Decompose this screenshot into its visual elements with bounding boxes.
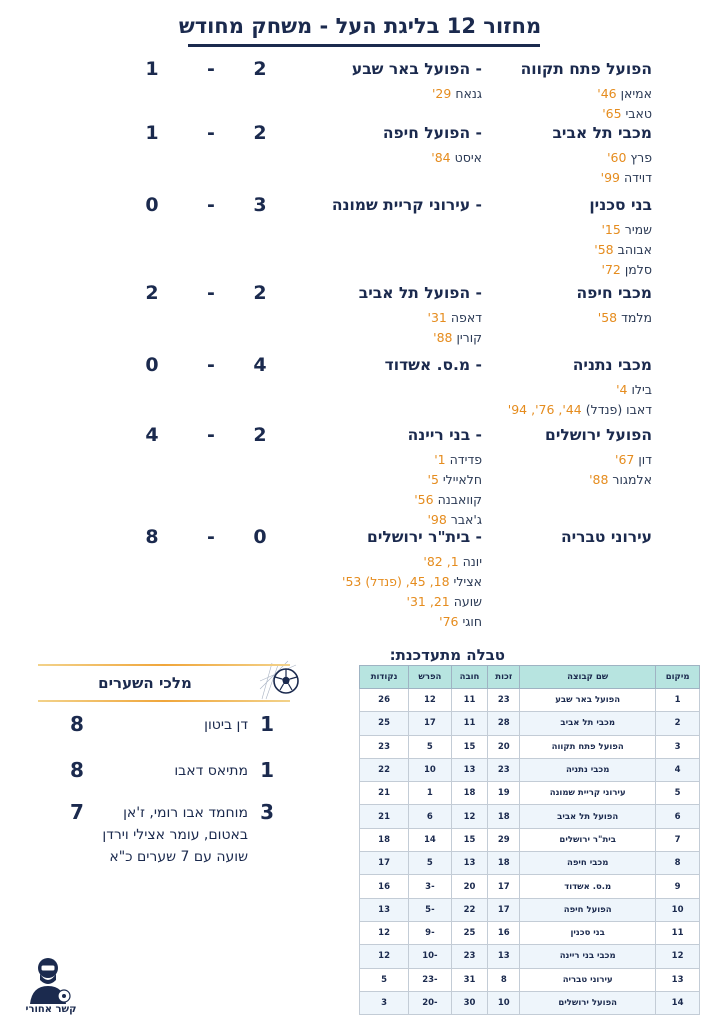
table-cell: 5 xyxy=(360,968,409,991)
score-separator: - xyxy=(207,424,215,446)
home-team: בני סכנין xyxy=(589,196,652,214)
table-cell: בני סכנין xyxy=(520,921,656,944)
score-separator: - xyxy=(207,122,215,144)
top-scorers-title: מלכי השערים xyxy=(98,674,192,692)
table-row xyxy=(360,828,700,851)
home-scorers xyxy=(597,84,652,124)
home-score: 2 xyxy=(253,122,267,144)
scorer-name: דאבו (פנדל) xyxy=(585,402,652,417)
goal-minutes: 88' xyxy=(589,472,609,487)
scorer xyxy=(428,328,482,348)
table-cell: -23 xyxy=(409,968,451,991)
logo-text: קשר אחורי xyxy=(25,1004,77,1015)
table-cell: 14 xyxy=(409,828,451,851)
home-scorers xyxy=(594,220,652,280)
away-team: - בני ריינה xyxy=(407,426,482,444)
table-cell: 12 xyxy=(656,945,700,968)
table-cell: 11 xyxy=(451,712,488,735)
away-score: 1 xyxy=(145,122,159,144)
scorer xyxy=(597,104,652,124)
scorer-name: אבוהב xyxy=(617,242,652,257)
scorer-name: פדידה xyxy=(449,452,482,467)
table-cell: -20 xyxy=(409,991,451,1014)
table-cell: 22 xyxy=(451,898,488,921)
top-scorer-goals: 8 xyxy=(70,758,84,782)
table-cell: 5 xyxy=(409,735,451,758)
table-header-cell: מיקום xyxy=(656,666,700,689)
home-score: 2 xyxy=(253,282,267,304)
scorer-name: איסט xyxy=(454,150,482,165)
away-team-name: הפועל חיפה xyxy=(382,124,471,142)
table-cell: 5 xyxy=(409,852,451,875)
table-cell: 22 xyxy=(360,758,409,781)
scorer xyxy=(414,450,482,470)
table-header-cell: הפרש xyxy=(409,666,451,689)
divider xyxy=(38,664,290,666)
table-cell: 17 xyxy=(360,852,409,875)
top-scorer-rank: 1 xyxy=(260,758,274,782)
table-cell: 1 xyxy=(656,689,700,712)
table-header-cell: נקודות xyxy=(360,666,409,689)
table-cell: 6 xyxy=(409,805,451,828)
table-row xyxy=(360,875,700,898)
table-cell: 13 xyxy=(451,758,488,781)
table-row xyxy=(360,991,700,1014)
scorer-name: דון xyxy=(638,452,652,467)
goal-minutes: 5' xyxy=(427,472,439,487)
top-scorer-name: מוחמד אבו רומי, ז'אן באטום, עומר אצילי וירדן שועה עם 7 שערים כ"א xyxy=(102,805,248,865)
table-cell: -10 xyxy=(409,945,451,968)
scorer xyxy=(594,260,652,280)
table-cell: 14 xyxy=(656,991,700,1014)
table-cell: 28 xyxy=(488,712,520,735)
goal-minutes: 4' xyxy=(616,382,628,397)
scorer xyxy=(598,308,652,328)
scorer xyxy=(508,380,652,400)
table-cell: 25 xyxy=(360,712,409,735)
table-row xyxy=(360,898,700,921)
scorer xyxy=(594,220,652,240)
away-score: 0 xyxy=(145,354,159,376)
home-scorers xyxy=(508,380,652,420)
scorer xyxy=(508,400,652,420)
goal-minutes: 46' xyxy=(597,86,617,101)
table-cell: 17 xyxy=(409,712,451,735)
table-cell: הפועל באר שבע xyxy=(520,689,656,712)
away-score: 0 xyxy=(145,194,159,216)
goal-minutes: 44', 76', 94' xyxy=(507,402,582,417)
table-cell: 11 xyxy=(451,689,488,712)
table-cell: 7 xyxy=(656,828,700,851)
table-cell: 20 xyxy=(488,735,520,758)
scorer xyxy=(431,148,482,168)
scorer-name: דאפה xyxy=(450,310,482,325)
scorer xyxy=(342,592,482,612)
table-cell: 10 xyxy=(656,898,700,921)
scorer-name: גנאח xyxy=(455,86,482,101)
league-table xyxy=(359,665,700,1015)
top-scorer-name: מתיאס דאבו xyxy=(174,763,248,779)
scorer xyxy=(342,612,482,632)
away-team-name: הפועל תל אביב xyxy=(358,284,471,302)
table-cell: 13 xyxy=(451,852,488,875)
scorer xyxy=(594,240,652,260)
table-title: טבלה מתעדכנת: xyxy=(389,646,505,664)
table-cell: 13 xyxy=(656,968,700,991)
table-cell: עירוני טבריה xyxy=(520,968,656,991)
home-score: 2 xyxy=(253,424,267,446)
table-cell: 8 xyxy=(656,852,700,875)
table-cell: 16 xyxy=(488,921,520,944)
table-cell: -3 xyxy=(409,875,451,898)
away-team-name: מ.ס. אשדוד xyxy=(384,356,471,374)
home-team: הפועל פתח תקווה xyxy=(520,60,652,78)
scorer-name: בילו xyxy=(631,382,652,397)
goal-minutes: 58' xyxy=(594,242,614,257)
table-cell: 10 xyxy=(409,758,451,781)
scorer-name: חלאיילי xyxy=(442,472,482,487)
table-cell: 18 xyxy=(360,828,409,851)
table-cell: 29 xyxy=(488,828,520,851)
goal-minutes: 65' xyxy=(602,106,622,121)
table-cell: 5 xyxy=(656,782,700,805)
table-cell: 9 xyxy=(656,875,700,898)
home-score: 4 xyxy=(253,354,267,376)
scorer-name: דוידה xyxy=(623,170,652,185)
table-header-cell: חובה xyxy=(451,666,488,689)
table-cell: 18 xyxy=(451,782,488,805)
table-cell: 6 xyxy=(656,805,700,828)
table-cell: 23 xyxy=(488,758,520,781)
home-scorers xyxy=(598,308,652,328)
top-scorer-goals: 8 xyxy=(70,712,84,736)
top-scorer-name: דן ביטון xyxy=(204,717,248,733)
table-cell: 3 xyxy=(360,991,409,1014)
table-cell: 18 xyxy=(488,805,520,828)
away-team-name: בני ריינה xyxy=(407,426,471,444)
away-scorers xyxy=(428,308,482,348)
goal-minutes: 88' xyxy=(433,330,453,345)
table-cell: הפועל תל אביב xyxy=(520,805,656,828)
table-cell: -5 xyxy=(409,898,451,921)
goal-minutes: 21, 31' xyxy=(406,594,450,609)
table-cell: מכבי בני ריינה xyxy=(520,945,656,968)
table-cell: 17 xyxy=(488,875,520,898)
top-scorer-rank: 3 xyxy=(260,800,274,824)
away-team: - הפועל באר שבע xyxy=(351,60,482,78)
goal-minutes: 15' xyxy=(601,222,621,237)
away-scorers xyxy=(432,84,482,104)
score-separator: - xyxy=(207,194,215,216)
goal-minutes: 84' xyxy=(431,150,451,165)
table-cell: 15 xyxy=(451,828,488,851)
table-row xyxy=(360,921,700,944)
table-cell: 26 xyxy=(360,689,409,712)
home-score: 0 xyxy=(253,526,267,548)
table-row xyxy=(360,852,700,875)
away-team-name: הפועל באר שבע xyxy=(351,60,471,78)
table-cell: 12 xyxy=(360,921,409,944)
table-cell: 16 xyxy=(360,875,409,898)
scorer-name: חוגי xyxy=(462,614,482,629)
scorer-name: אלמגור xyxy=(612,472,652,487)
scorer-name: סלמן xyxy=(624,262,652,277)
scorer-name: שועה xyxy=(453,594,482,609)
away-team: - הפועל חיפה xyxy=(382,124,482,142)
table-cell: 19 xyxy=(488,782,520,805)
home-team: מכבי חיפה xyxy=(576,284,652,302)
scorer xyxy=(597,84,652,104)
goal-minutes: 31' xyxy=(427,310,447,325)
away-score: 8 xyxy=(145,526,159,548)
table-row xyxy=(360,689,700,712)
table-cell: מכבי תל אביב xyxy=(520,712,656,735)
table-cell: 12 xyxy=(409,689,451,712)
home-team: מכבי נתניה xyxy=(572,356,652,374)
scorer-name: פרץ xyxy=(630,150,652,165)
home-score: 2 xyxy=(253,58,267,80)
score-separator: - xyxy=(207,282,215,304)
scorer xyxy=(589,450,652,470)
away-scorers xyxy=(342,552,482,632)
away-team: - מ.ס. אשדוד xyxy=(384,356,482,374)
table-cell: 8 xyxy=(488,968,520,991)
home-scorers xyxy=(601,148,652,188)
table-cell: מכבי חיפה xyxy=(520,852,656,875)
table-cell: 23 xyxy=(488,689,520,712)
table-cell: 23 xyxy=(451,945,488,968)
scorer xyxy=(342,552,482,572)
score-separator: - xyxy=(207,58,215,80)
table-row xyxy=(360,758,700,781)
goal-minutes: 56' xyxy=(414,492,434,507)
goal-minutes: 98' xyxy=(427,512,447,527)
goal-minutes: 1, 82' xyxy=(423,554,459,569)
table-cell: -9 xyxy=(409,921,451,944)
scorer xyxy=(428,308,482,328)
away-scorers xyxy=(431,148,482,168)
table-row xyxy=(360,712,700,735)
table-cell: הפועל ירושלים xyxy=(520,991,656,1014)
goal-minutes: 67' xyxy=(615,452,635,467)
table-cell: 12 xyxy=(360,945,409,968)
table-cell: 4 xyxy=(656,758,700,781)
table-cell: 12 xyxy=(451,805,488,828)
top-scorer-goals: 7 xyxy=(70,800,84,824)
scorer-name: ג'אבר xyxy=(450,512,482,527)
goal-minutes: 58' xyxy=(597,310,618,325)
page-title: מחזור 12 בליגת העל - משחק מחודש xyxy=(178,14,542,38)
table-cell: 31 xyxy=(451,968,488,991)
goal-minutes: 99' xyxy=(600,170,620,185)
table-cell: 21 xyxy=(360,805,409,828)
away-score: 2 xyxy=(145,282,159,304)
table-cell: 15 xyxy=(451,735,488,758)
table-cell: 2 xyxy=(656,712,700,735)
table-cell: הפועל פתח תקווה xyxy=(520,735,656,758)
away-score: 4 xyxy=(145,424,159,446)
scorer-name: אצילי xyxy=(453,574,482,589)
table-cell: 13 xyxy=(360,898,409,921)
table-cell: 3 xyxy=(656,735,700,758)
table-cell: 11 xyxy=(656,921,700,944)
away-team: - עירוני קריית שמונה xyxy=(331,196,482,214)
away-team-name: בית"ר ירושלים xyxy=(367,528,471,546)
table-cell: 20 xyxy=(451,875,488,898)
home-team: מכבי תל אביב xyxy=(552,124,652,142)
away-team-name: עירוני קריית שמונה xyxy=(331,196,471,214)
table-row xyxy=(360,945,700,968)
scorer xyxy=(601,168,652,188)
table-cell: 17 xyxy=(488,898,520,921)
table-cell: 13 xyxy=(488,945,520,968)
table-cell: 18 xyxy=(488,852,520,875)
goal-minutes: 72' xyxy=(601,262,621,277)
scorer-name: קורין xyxy=(456,330,482,345)
scorer-name: שמיר xyxy=(624,222,652,237)
goal-minutes: 29' xyxy=(431,86,452,101)
away-team: - בית"ר ירושלים xyxy=(367,528,482,546)
home-score: 3 xyxy=(253,194,267,216)
table-row xyxy=(360,968,700,991)
scorer-name: מלמד xyxy=(621,310,652,325)
table-row xyxy=(360,782,700,805)
home-scorers xyxy=(589,450,652,490)
scorer-name: אמיאן xyxy=(620,86,652,101)
score-separator: - xyxy=(207,526,215,548)
scorer-name: קוואבנה xyxy=(437,492,482,507)
away-scorers xyxy=(414,450,482,530)
goal-minutes: 18, 45, (פנדל) 53' xyxy=(342,574,450,589)
scorer xyxy=(432,84,482,104)
away-score: 1 xyxy=(145,58,159,80)
table-cell: הפועל חיפה xyxy=(520,898,656,921)
scorer xyxy=(414,510,482,530)
top-scorer-rank: 1 xyxy=(260,712,274,736)
table-cell: 30 xyxy=(451,991,488,1014)
table-cell: 21 xyxy=(360,782,409,805)
scorer-name: טאבי xyxy=(625,106,652,121)
scorer xyxy=(414,470,482,490)
table-cell: מכבי נתניה xyxy=(520,758,656,781)
home-team: עירוני טבריה xyxy=(560,528,652,546)
title-underline xyxy=(188,44,540,47)
table-header-cell: זכות xyxy=(488,666,520,689)
goal-minutes: 1' xyxy=(434,452,446,467)
scorer xyxy=(589,470,652,490)
home-team: הפועל ירושלים xyxy=(545,426,652,444)
scorer xyxy=(601,148,652,168)
table-row xyxy=(360,735,700,758)
scorer xyxy=(414,490,482,510)
away-team: - הפועל תל אביב xyxy=(358,284,482,302)
goal-minutes: 60' xyxy=(607,150,627,165)
table-cell: 1 xyxy=(409,782,451,805)
scorer xyxy=(342,572,482,592)
table-cell: בית"ר ירושלים xyxy=(520,828,656,851)
table-row xyxy=(360,805,700,828)
table-header-cell: שם קבוצה xyxy=(520,666,656,689)
table-cell: 23 xyxy=(360,735,409,758)
score-separator: - xyxy=(207,354,215,376)
scorer-name: יונה xyxy=(462,554,482,569)
table-cell: עירוני קריית שמונה xyxy=(520,782,656,805)
goal-minutes: 76' xyxy=(439,614,459,629)
table-cell: 10 xyxy=(488,991,520,1014)
divider xyxy=(38,700,290,702)
table-cell: מ.ס. אשדוד xyxy=(520,875,656,898)
table-cell: 25 xyxy=(451,921,488,944)
